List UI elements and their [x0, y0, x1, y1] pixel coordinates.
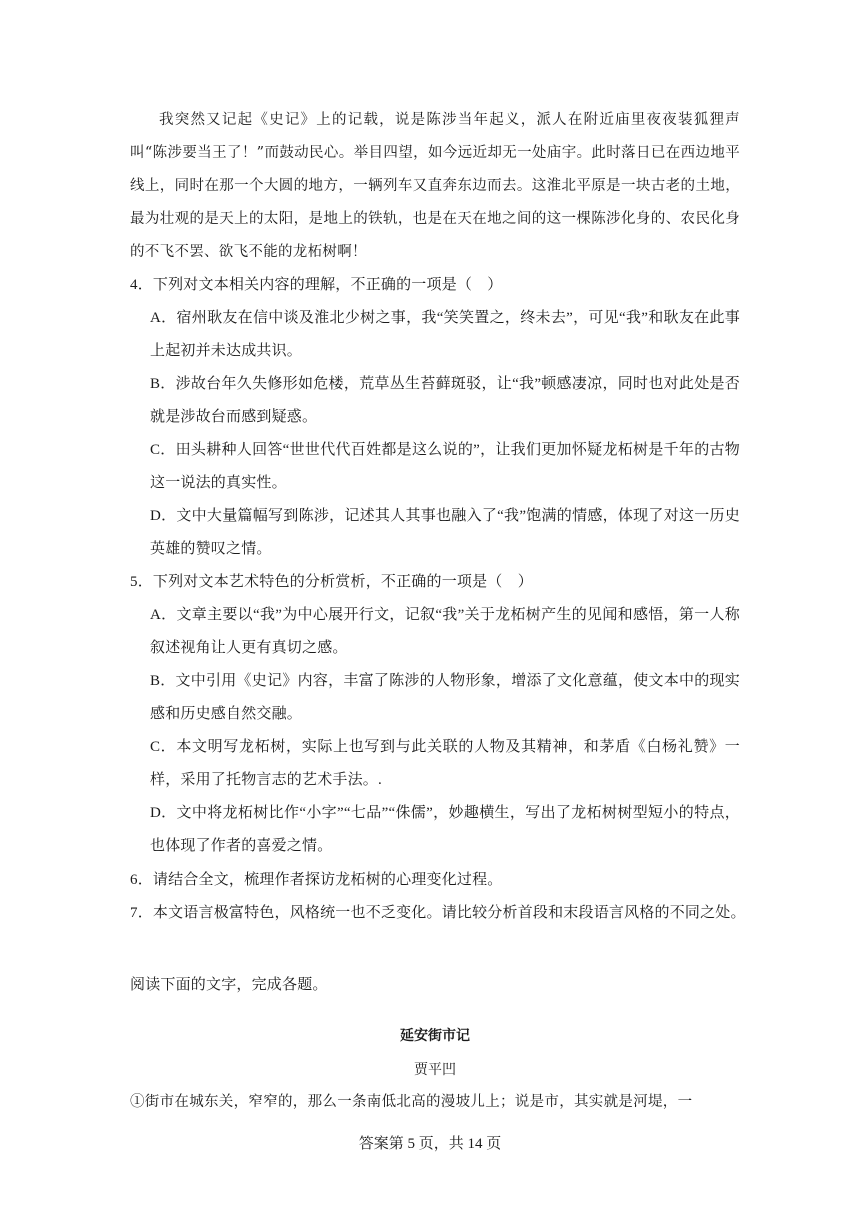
- question-6-stem: 6．请结合全文，梳理作者探访龙柘树的心理变化过程。: [130, 872, 503, 888]
- question-5: [130, 566, 740, 863]
- question-4-stem: 4．下列对文本相关内容的理解，不正确的一项是（ ）: [130, 277, 503, 293]
- article-author: [130, 1052, 740, 1087]
- question-7-stem: 7．本文语言极富特色，风格统一也不乏变化。请比较分析首段和末段语言风格的不同之处。: [130, 905, 746, 921]
- passage-paragraph: 我突然又记起《史记》上的记载，说是陈涉当年起义，派人在附近庙里夜夜装狐狸声叫“陈涉要当王了！”而鼓动民心。举目四望，如今远近却无一处庙宇。此时落日已在西边地平线上，同时在那一个大圆的地方，一辆列车又直奔东边而去。这淮北平原是一块古老的土地，最为壮观的是天上的太阳，是地上的铁轨，也是在天在地之间的这一棵陈涉化身的、农民化身的不飞不罢、欲飞不能的龙柘树啊！: [130, 112, 740, 260]
- instruction-text: 阅读下面的文字，完成各题。: [130, 977, 328, 993]
- passage-excerpt: [130, 104, 740, 269]
- reading-instruction: [130, 969, 740, 1002]
- question-5-option-d: D．文中将龙柘树比作“小字”“七品”“侏儒”，妙趣横生，写出了龙柘树树型短小的特点，也体现了作者的喜爱之情。: [150, 805, 740, 854]
- question-5-stem: 5．下列对文本艺术特色的分析赏析，不正确的一项是（ ）: [130, 574, 533, 590]
- question-4-option-d: D．文中大量篇幅写到陈涉，记述其人其事也融入了“我”饱满的情感，体现了对这一历史英雄的赞叹之情。: [150, 508, 740, 557]
- page-footer: 答案第 5 页，共 14 页: [358, 1136, 502, 1152]
- article-paragraph-1: ①街市在城东关，窄窄的，那么一条南低北高的漫坡儿上；说是市，其实就是河堤，一: [130, 1094, 693, 1110]
- question-4: [130, 269, 740, 566]
- question-4-option-c: C．田头耕种人回答“世世代代百姓都是这么说的”，让我们更加怀疑龙柘树是千年的古物这一说法的真实性。: [150, 442, 740, 491]
- article-first-line: [130, 1086, 740, 1119]
- article-title: [130, 1018, 740, 1053]
- question-6: [130, 864, 740, 897]
- question-7: [130, 897, 750, 930]
- article-title-text: 延安街市记: [400, 1028, 470, 1044]
- question-4-option-b: B．涉故台年久失修形如危楼，荒草丛生苔藓斑驳，让“我”顿感凄凉，同时也对此处是否就是涉故台而感到疑惑。: [150, 376, 740, 425]
- question-5-option-b: B．文中引用《史记》内容，丰富了陈涉的人物形象，增添了文化意蕴，使文本中的现实感和历史感自然交融。: [150, 673, 740, 722]
- question-4-option-a: A．宿州耿友在信中谈及淮北少树之事，我“笑笑置之，终未去”，可见“我”和耿友在此事上起初并未达成共识。: [150, 310, 740, 359]
- article-author-text: 贾平凹: [414, 1062, 456, 1078]
- question-5-option-a: A．文章主要以“我”为中心展开行文，记叙“我”关于龙柘树产生的见闻和感悟，第一人称叙述视角让人更有真切之感。: [150, 607, 740, 656]
- question-5-option-c: C．本文明写龙柘树，实际上也写到与此关联的人物及其精神，和茅盾《白杨礼赞》一样，采用了托物言志的艺术手法。.: [150, 739, 740, 788]
